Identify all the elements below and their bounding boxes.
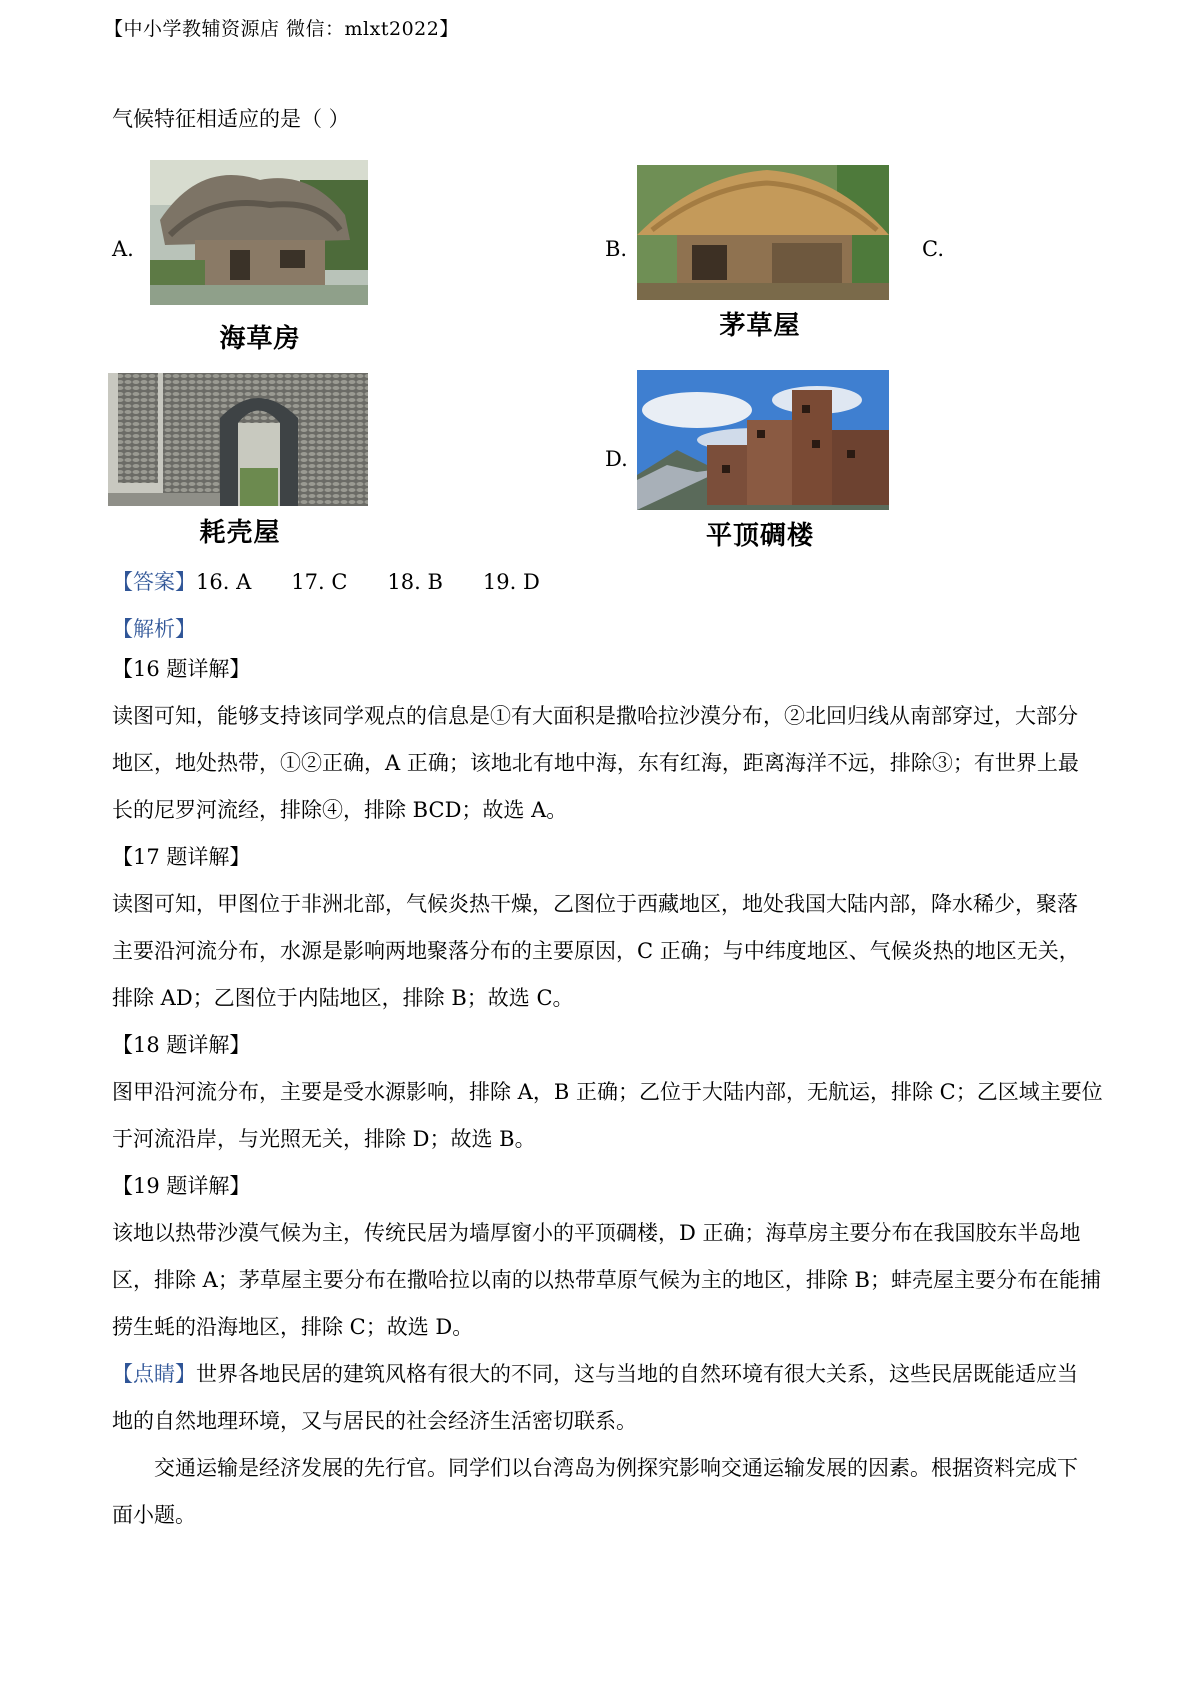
answer-row: [112, 566, 540, 596]
answer-19: 19. D: [482, 570, 540, 594]
section-16-line-3: 长的尼罗河流经，排除④，排除 BCD；故选 A。: [112, 798, 568, 822]
option-a-caption: 海草房: [219, 324, 301, 354]
answer-tag: 【答案】: [112, 570, 196, 594]
page-header: 【中小学教辅资源店 微信：mlxt2022】: [104, 18, 459, 40]
analysis-body: [112, 646, 1112, 1539]
section-16-title: 【16 题详解】: [112, 657, 251, 681]
option-d-image: [637, 370, 889, 510]
option-a-label: A.: [112, 237, 134, 261]
section-18-title: 【18 题详解】: [112, 1033, 251, 1057]
dianjing-line-1: [112, 1351, 1112, 1398]
analysis-tag: 【解析】: [112, 617, 196, 641]
section-16-line-1: 读图可知，能够支持该同学观点的信息是①有大面积是撒哈拉沙漠分布，②北回归线从南部穿过，大部分: [112, 704, 1078, 728]
dianjing-text-1: 世界各地民居的建筑风格有很大的不同，这与当地的自然环境有很大关系，这些民居既能适应当: [196, 1362, 1078, 1386]
answer-17: 17. C: [291, 570, 348, 594]
section-17-line-2: 主要沿河流分布，水源是影响两地聚落分布的主要原因，C 正确；与中纬度地区、气候炎热的地区无关，: [112, 939, 1080, 963]
dianjing-line-2: 地的自然地理环境，又与居民的社会经济生活密切联系。: [112, 1409, 637, 1433]
option-b-label: B.: [605, 237, 628, 261]
question-tail: 气候特征相适应的是（ ）: [112, 107, 350, 131]
intro-line-2: 面小题。: [112, 1503, 196, 1527]
option-d-label: D.: [605, 447, 628, 471]
section-19-line-1: 该地以热带沙漠气候为主，传统民居为墙厚窗小的平顶碉楼，D 正确；海草房主要分布在我国胶东半岛地: [112, 1221, 1081, 1245]
answer-16: 16. A: [196, 570, 252, 594]
section-17-line-3: 排除 AD；乙图位于内陆地区，排除 B；故选 C。: [112, 986, 574, 1010]
option-c-image: [108, 373, 368, 506]
option-a-image: [150, 160, 368, 305]
answer-18: 18. B: [387, 570, 443, 594]
option-d-caption: 平顶碉楼: [705, 521, 814, 551]
section-16-line-2: 地区，地处热带，①②正确，A 正确；该地北有地中海，东有红海，距离海洋不远，排除③；有世界上最: [112, 751, 1079, 775]
section-17-line-1: 读图可知，甲图位于非洲北部，气候炎热干燥，乙图位于西藏地区，地处我国大陆内部，降水稀少，聚落: [112, 892, 1078, 916]
section-19-line-3: 捞生蚝的沿海地区，排除 C；故选 D。: [112, 1315, 474, 1339]
option-b-caption: 茅草屋: [719, 311, 801, 341]
section-18-line-2: 于河流沿岸，与光照无关，排除 D；故选 B。: [112, 1127, 536, 1151]
section-19-line-2: 区，排除 A；茅草屋主要分布在撒哈拉以南的以热带草原气候为主的地区，排除 B；蚌壳屋主要分布在能捕: [112, 1268, 1101, 1292]
section-17-title: 【17 题详解】: [112, 845, 251, 869]
option-b-image: [637, 165, 889, 300]
option-c-caption: 耗壳屋: [199, 518, 281, 548]
intro-line-1: 交通运输是经济发展的先行官。同学们以台湾岛为例探究影响交通运输发展的因素。根据资料完成下: [154, 1456, 1078, 1480]
section-18-line-1: 图甲沿河流分布，主要是受水源影响，排除 A，B 正确；乙位于大陆内部，无航运，排除 C；乙区域主要位: [112, 1080, 1103, 1104]
section-19-title: 【19 题详解】: [112, 1174, 251, 1198]
dianjing-tag: 【点睛】: [112, 1362, 196, 1386]
option-c-label: C.: [922, 237, 944, 261]
